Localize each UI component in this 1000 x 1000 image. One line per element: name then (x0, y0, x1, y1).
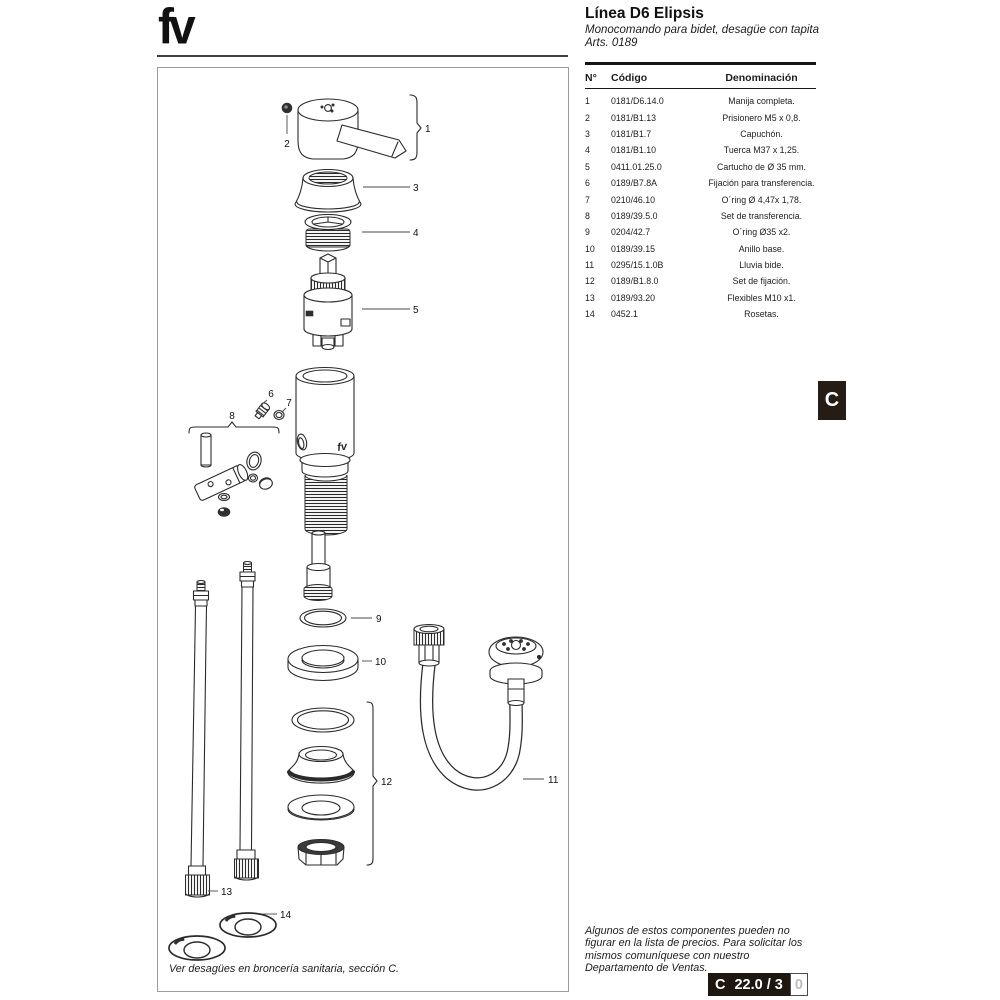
cell-c-cod: 0181/B1.13 (611, 112, 657, 123)
callout-8: 8 (229, 411, 235, 422)
cell-c-den: Flexibles M10 x1. (727, 292, 796, 303)
header-denominacion: Denominación (725, 72, 798, 84)
cell-c-n: 4 (585, 145, 590, 156)
table-row (585, 241, 816, 257)
cell-c-den: Rosetas. (744, 309, 779, 320)
callout-3: 3 (413, 183, 419, 194)
cell-c-den: Set de transferencia. (720, 210, 803, 221)
cell-c-n: 2 (585, 112, 590, 123)
cell-c-n: 1 (585, 96, 590, 107)
article-number: Arts. 0189 (585, 37, 638, 49)
table-row (585, 175, 816, 191)
cell-c-cod: 0295/15.1.0B (611, 260, 664, 271)
part-anillo-base-drawing (288, 646, 387, 681)
page-indicator-number: 22.0 / 3 (734, 976, 783, 993)
diagram-frame (157, 67, 569, 992)
body-fv-mark: fv (336, 440, 348, 454)
cell-c-n: 6 (585, 178, 590, 189)
callout-4: 4 (413, 228, 419, 239)
part-oring35-drawing (300, 609, 382, 627)
exploded-diagram (158, 68, 568, 991)
cell-c-cod: 0189/B1.8.0 (611, 276, 659, 287)
part-set-fijacion-drawing (288, 702, 393, 865)
cell-c-cod: 0452.1 (611, 309, 638, 320)
callout-1: 1 (425, 124, 431, 135)
cell-c-cod: 0189/B7.8A (611, 178, 657, 189)
part-manija-drawing (298, 95, 431, 160)
cell-c-den: Capuchón. (740, 128, 783, 139)
table-row (585, 142, 816, 158)
table-row (585, 159, 816, 175)
header-codigo: Código (611, 72, 648, 84)
table-row (585, 273, 816, 289)
table-row (585, 191, 816, 207)
part-lluvia-bide-drawing (414, 625, 559, 787)
part-flexibles-drawing (186, 562, 259, 899)
cell-c-cod: 0189/93.20 (611, 292, 656, 303)
callout-10: 10 (375, 657, 387, 668)
header-divider (157, 55, 568, 57)
cell-c-cod: 0189/39.5.0 (611, 210, 658, 221)
callout-7: 7 (286, 398, 292, 409)
table-row (585, 93, 816, 109)
cell-c-n: 10 (585, 243, 595, 254)
cell-c-n: 5 (585, 161, 590, 172)
parts-table (585, 62, 816, 322)
cell-c-den: Tuerca M37 x 1,25. (723, 145, 800, 156)
callout-5: 5 (413, 305, 419, 316)
cell-c-den: Cartucho de Ø 35 mm. (717, 161, 806, 172)
part-prisionero-drawing (282, 103, 292, 150)
table-row (585, 208, 816, 224)
callout-11: 11 (548, 775, 559, 786)
part-cartucho-drawing (304, 254, 419, 350)
part-set-transferencia-drawing (189, 411, 279, 517)
cell-c-n: 14 (585, 309, 595, 320)
cell-c-den: Lluvia bide. (739, 260, 784, 271)
cell-c-n: 7 (585, 194, 590, 205)
cell-c-den: Fijación para transferencia. (708, 178, 815, 189)
cell-c-den: O´ring Ø35 x2. (732, 227, 791, 238)
callout-2: 2 (284, 139, 290, 150)
cell-c-n: 13 (585, 292, 595, 303)
table-row (585, 109, 816, 125)
cell-c-cod: 0204/42.7 (611, 227, 651, 238)
page-indicator (708, 973, 808, 996)
part-rosetas-drawing (169, 910, 292, 960)
page-indicator-main (708, 973, 790, 996)
table-row (585, 126, 816, 142)
table-row (585, 257, 816, 273)
cell-c-cod: 0210/46.10 (611, 194, 656, 205)
cell-c-n: 3 (585, 128, 590, 139)
fv-brand-logo: fv (158, 0, 191, 56)
callout-6: 6 (268, 389, 274, 400)
diagram-caption: Ver desagües en broncería sanitaria, sección C. (169, 963, 400, 975)
cell-c-den: Anillo base. (738, 243, 785, 254)
table-row (585, 306, 816, 322)
cell-c-den: O´ring Ø 4,47x 1,78. (721, 194, 802, 205)
page-subtitle: Monocomando para bidet, desagüe con tapita (585, 24, 819, 36)
part-capuchon-drawing (295, 170, 419, 213)
page-indicator-suffix: 0 (790, 973, 808, 996)
page-indicator-section: C (715, 976, 726, 993)
cell-c-den: Prisionero M5 x 0,8. (722, 112, 801, 123)
table-row (585, 224, 816, 240)
cell-c-cod: 0181/B1.10 (611, 145, 657, 156)
callout-14: 14 (280, 910, 292, 921)
part-oring-small-drawing (274, 398, 292, 420)
header-n: N° (585, 72, 597, 84)
parts-table-header (585, 65, 816, 89)
cell-c-cod: 0189/39.15 (611, 243, 656, 254)
doc-header (585, 5, 885, 49)
cell-c-n: 12 (585, 276, 595, 287)
part-fijacion-drawing (254, 389, 275, 420)
parts-table-body (585, 89, 816, 322)
callout-13: 13 (221, 887, 233, 898)
cell-c-den: Set de fijación. (732, 276, 791, 287)
cell-c-cod: 0411.01.25.0 (611, 161, 662, 172)
callout-9: 9 (376, 614, 382, 625)
cell-c-n: 9 (585, 227, 590, 238)
faucet-body-drawing (296, 368, 354, 601)
cell-c-cod: 0181/D6.14.0 (611, 96, 664, 107)
part-tuerca-drawing (305, 215, 419, 252)
cell-c-n: 8 (585, 210, 590, 221)
page-title: Línea D6 Elipsis (585, 5, 704, 22)
callout-12: 12 (381, 777, 393, 788)
cell-c-cod: 0181/B1.7 (611, 128, 652, 139)
cell-c-n: 11 (585, 260, 595, 271)
section-tab-c: C (818, 381, 846, 420)
table-row (585, 290, 816, 306)
footer-note: Algunos de estos componentes pueden no figurar en la lista de precios. Para solicitar los mismos comuníquese con nuestro Departamento de Ventas. (585, 925, 803, 975)
cell-c-den: Manija completa. (728, 96, 795, 107)
